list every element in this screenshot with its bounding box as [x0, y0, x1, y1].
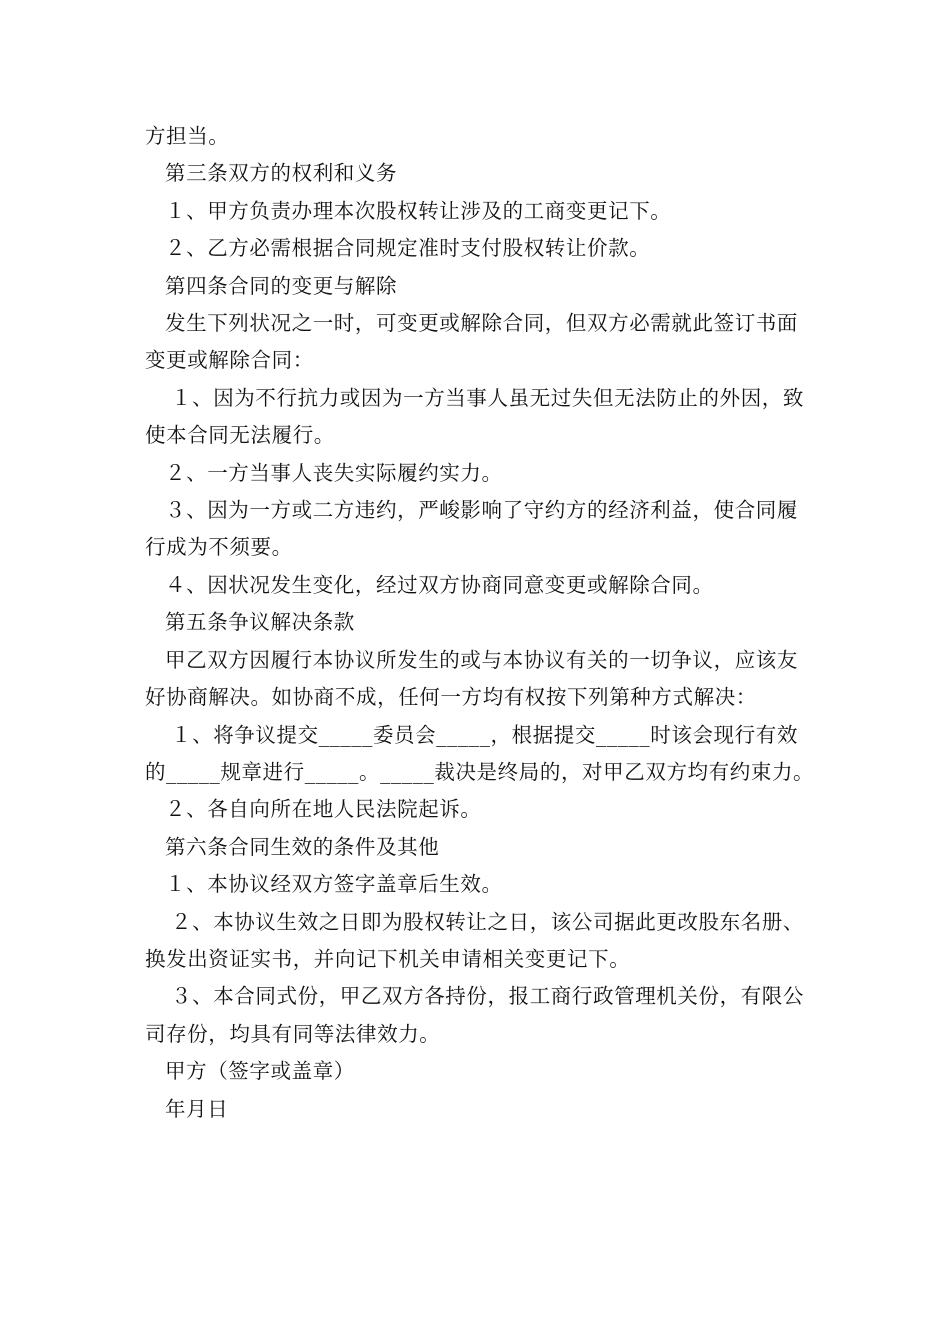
paragraph-12: １、将争议提交_____委员会_____，根据提交_____时该会现行有效的_____规章进行_____。_____裁决是终局的，对甲乙双方均有约束力。 [145, 722, 815, 784]
article-6-heading: 第六条合同生效的条件及其他 [165, 834, 440, 859]
paragraph-16: ２、本协议生效之日即为股权转让之日，该公司据此更改股东名册、换发出资证实书，并向记下机关申请相关变更记下。 [145, 909, 804, 971]
paragraph-6: １、因为不行抗力或因为一方当事人虽无过失但无法防止的外因，致使本合同无法履行。 [145, 385, 804, 448]
paragraph-15: １、本协议经双方签字盖章后生效。 [165, 872, 503, 897]
paragraph-3: ２、乙方必需根据合同规定准时支付股权转让价款。 [165, 236, 651, 261]
date-line: 年月日 [165, 1096, 229, 1121]
document-body [145, 118, 817, 1128]
article-3-heading: 第三条双方的权利和义务 [165, 161, 398, 186]
paragraph-0: 方担当。 [145, 124, 230, 148]
article-5-heading: 第五条争议解决条款 [165, 610, 355, 635]
paragraph-7: ２、一方当事人丧失实际履约实力。 [165, 460, 503, 485]
article-4-heading: 第四条合同的变更与解除 [165, 273, 398, 298]
paragraph-17: ３、本合同式份，甲乙双方各持份，报工商行政管理机关份，有限公司存份，均具有同等法律效力。 [145, 984, 804, 1046]
paragraph-2: １、甲方负责办理本次股权转让涉及的工商变更记下。 [165, 198, 672, 223]
paragraph-9: ４、因状况发生变化，经过双方协商同意变更或解除合同。 [165, 572, 714, 597]
paragraph-8: ３、因为一方或二方违约，严峻影响了守约方的经济利益，使合同履行成为不须要。 [145, 498, 798, 560]
paragraph-11: 甲乙双方因履行本协议所发生的或与本协议有关的一切争议，应该友好协商解决。如协商不成，任何一方均有权按下列第种方式解决： [145, 647, 798, 710]
party-a-signature-line: 甲方（签字或盖章） [165, 1059, 355, 1084]
paragraph-13: ２、各自向所在地人民法院起诉。 [165, 797, 482, 822]
paragraph-5: 发生下列状况之一时，可变更或解除合同，但双方必需就此签订书面变更或解除合同： [145, 311, 798, 373]
